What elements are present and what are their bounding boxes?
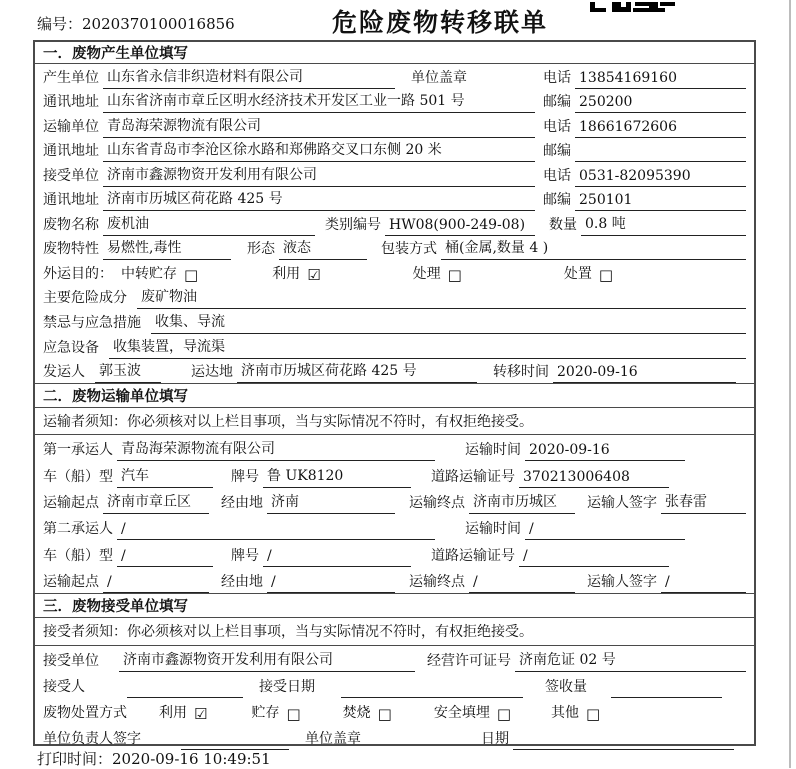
section3-header: 三．废物接受单位填写 xyxy=(35,593,754,618)
row-sender xyxy=(35,359,754,384)
road-cert2-value: / xyxy=(519,548,669,567)
waste-name-value: 废机油 xyxy=(103,213,315,236)
waste-property-label: 废物特性 xyxy=(43,241,99,258)
vehicle2-label: 车（船）型 xyxy=(43,547,113,564)
signed-qty-label: 签收量 xyxy=(545,678,587,695)
road-cert2-label: 道路运输证号 xyxy=(431,547,515,564)
checkbox-utilize-checked-icon: ☑ xyxy=(307,265,321,284)
page-title: 危险废物转移联单 xyxy=(331,8,548,37)
route1-end-label: 运输终点 xyxy=(409,495,465,511)
row-waste-name xyxy=(35,211,754,236)
main-hazard-value: 废矿物油 xyxy=(137,286,746,309)
checkbox-disposal-utilize-checked-icon: ☑ xyxy=(194,704,208,723)
receive-zip-value: 250101 xyxy=(575,192,746,211)
transport-tel-label: 电话 xyxy=(543,118,571,135)
disposal-opt-other: 其他 xyxy=(551,704,580,721)
row-emergency-equipment xyxy=(35,334,754,359)
row-receiver-unit xyxy=(35,646,754,672)
route1-sign-value: 张春雷 xyxy=(661,491,746,514)
checkbox-storage-icon: □ xyxy=(184,265,199,284)
license-value: 济南危证 02 号 xyxy=(515,649,746,672)
sign-date-label: 日期 xyxy=(481,730,509,747)
disposal-opt-store: 贮存 xyxy=(251,704,280,721)
purpose-opt-storage: 中转贮存 xyxy=(121,265,177,282)
doc-number-label: 编号： xyxy=(37,15,83,33)
carrier1-time-value: 2020-09-16 xyxy=(525,442,685,461)
route2-sign-value: / xyxy=(661,574,746,593)
vehicle1-value: 汽车 xyxy=(117,465,213,488)
waste-category-value: HW08(900-249-08) xyxy=(385,217,535,236)
waste-form-label: 形态 xyxy=(247,241,275,258)
section3-rows xyxy=(35,646,754,750)
disposal-opt-incinerate: 焚烧 xyxy=(342,704,371,721)
route1-via-label: 经由地 xyxy=(221,495,263,511)
route1-start-label: 运输起点 xyxy=(43,495,99,511)
produce-address-value: 山东省济南市章丘区明水经济技术开发区工业一路 501 号 xyxy=(103,90,535,113)
route2-sign-label: 运输人签字 xyxy=(587,573,657,590)
row-produce-unit xyxy=(35,64,754,89)
transfer-time-value: 2020-09-16 xyxy=(553,364,736,383)
manifest-form xyxy=(33,40,756,746)
row-receive-unit xyxy=(35,162,754,187)
row-route2 xyxy=(35,567,754,593)
route2-start-value: / xyxy=(103,574,209,593)
transport-unit-value: 青岛海荣源物流有限公司 xyxy=(103,115,535,138)
carrier1-label: 第一承运人 xyxy=(43,442,113,459)
row-receive-address xyxy=(35,187,754,212)
receiver-unit-value: 济南市鑫源物资开发利用有限公司 xyxy=(119,649,415,672)
route1-end-value: 济南市历城区 xyxy=(469,491,575,514)
disposal-opt-utilize: 利用 xyxy=(159,704,187,721)
route2-start-label: 运输起点 xyxy=(43,573,99,590)
checkbox-disposal-other-icon: □ xyxy=(586,704,601,723)
row-taboo-measures xyxy=(35,309,754,334)
receive-tel-value: 0531-82095390 xyxy=(575,168,746,187)
carrier2-label: 第二承运人 xyxy=(43,521,113,538)
checkbox-disposal-incinerate-icon: □ xyxy=(377,704,392,723)
unit-stamp2-label: 单位盖章 xyxy=(305,730,361,747)
section2-header: 二．废物运输单位填写 xyxy=(35,383,754,408)
transport-address-label: 通讯地址 xyxy=(43,143,99,160)
qr-code-fragment-icon xyxy=(590,0,675,16)
receive-unit-value: 济南市鑫源物资开发利用有限公司 xyxy=(103,164,535,187)
produce-zip-label: 邮编 xyxy=(543,94,571,111)
print-time xyxy=(37,748,271,769)
row-receiver-person xyxy=(35,672,754,698)
destination-label: 运达地 xyxy=(191,364,233,381)
checkbox-treat-icon: □ xyxy=(447,265,462,284)
receive-unit-label: 接受单位 xyxy=(43,167,99,184)
page-right-edge xyxy=(789,0,791,768)
purpose-opt-treat: 处理 xyxy=(412,265,441,282)
route1-sign-label: 运输人签字 xyxy=(587,495,657,511)
row-disposal-method xyxy=(35,698,754,724)
route2-via-label: 经由地 xyxy=(221,573,263,590)
receive-address-label: 通讯地址 xyxy=(43,192,99,209)
route1-start-value: 济南市章丘区 xyxy=(103,491,209,514)
transport-zip-label: 邮编 xyxy=(543,143,571,160)
section2-notice: 运输者须知：你必须核对以上栏目事项，当与实际情况不符时，有权拒绝接受。 xyxy=(35,408,754,435)
road-cert1-label: 道路运输证号 xyxy=(431,468,515,485)
waste-qty-label: 数量 xyxy=(549,216,577,233)
transport-unit-label: 运输单位 xyxy=(43,118,99,135)
print-time-label: 打印时间： xyxy=(37,750,113,768)
sender-label: 发运人 xyxy=(43,364,85,381)
transport-tel-value: 18661672606 xyxy=(575,119,746,138)
row-carrier2 xyxy=(35,514,754,540)
purpose-label: 外运目的： xyxy=(43,265,113,282)
disposal-method-label: 废物处置方式 xyxy=(43,704,127,721)
waste-property-value: 易燃性,毒性 xyxy=(103,237,231,260)
row-vehicle2 xyxy=(35,540,754,566)
produce-tel-label: 电话 xyxy=(543,69,571,86)
waste-form-value: 液态 xyxy=(279,237,367,260)
row-transport-address xyxy=(35,138,754,163)
row-transport-unit xyxy=(35,113,754,138)
section1-header: 一．废物产生单位填写 xyxy=(35,42,754,64)
vehicle2-value: / xyxy=(117,548,213,567)
route2-via-value: / xyxy=(267,574,395,593)
produce-unit-value: 山东省永信非织造材料有限公司 xyxy=(103,66,395,89)
route2-end-value: / xyxy=(469,574,575,593)
produce-address-label: 通讯地址 xyxy=(43,94,99,111)
transport-address-value: 山东省青岛市李沧区徐水路和郑佛路交叉口东侧 20 米 xyxy=(103,139,535,162)
checkbox-disposal-store-icon: □ xyxy=(286,704,301,723)
disposal-opt-landfill: 安全填埋 xyxy=(433,704,490,721)
produce-tel-value: 13854169160 xyxy=(575,70,746,89)
sign-date-value xyxy=(513,747,734,750)
receive-zip-label: 邮编 xyxy=(543,192,571,209)
license-label: 经营许可证号 xyxy=(427,652,511,669)
section3-notice: 接受者须知：你必须核对以上栏目事项，当与实际情况不符时，有权拒绝接受。 xyxy=(35,618,754,646)
carrier1-time-label: 运输时间 xyxy=(465,442,521,459)
carrier2-time-value: / xyxy=(525,521,685,540)
vehicle1-label: 车（船）型 xyxy=(43,468,113,485)
receive-address-value: 济南市历城区荷花路 425 号 xyxy=(103,188,535,211)
route1-via-value: 济南 xyxy=(267,491,395,514)
section2-rows xyxy=(35,435,754,593)
waste-qty-value: 0.8 吨 xyxy=(581,213,746,236)
waste-category-label: 类别编号 xyxy=(325,216,381,233)
purpose-opt-dispose: 处置 xyxy=(563,265,592,282)
row-carrier1 xyxy=(35,435,754,461)
row-vehicle1 xyxy=(35,461,754,487)
row-route1 xyxy=(35,488,754,514)
plate1-label: 牌号 xyxy=(231,468,259,485)
packing-label: 包装方式 xyxy=(381,241,437,258)
sender-value: 郭玉波 xyxy=(95,360,161,383)
receiver-person-label: 接受人 xyxy=(43,678,85,695)
plate2-label: 牌号 xyxy=(231,547,259,564)
doc-number-value: 2020370100016856 xyxy=(82,15,235,33)
unit-signature-label: 单位负责人签字 xyxy=(43,730,141,747)
main-hazard-label: 主要危险成分 xyxy=(43,290,127,307)
receive-date-label: 接受日期 xyxy=(259,678,315,695)
checkbox-disposal-landfill-icon: □ xyxy=(496,704,512,723)
row-waste-property xyxy=(35,236,754,261)
section1-rows xyxy=(35,64,754,383)
checkbox-dispose-icon: □ xyxy=(598,265,614,284)
taboo-measures-label: 禁忌与应急措施 xyxy=(43,315,141,332)
plate1-value: 鲁 UK8120 xyxy=(263,465,411,488)
plate2-value: / xyxy=(263,548,411,567)
produce-unit-label: 产生单位 xyxy=(43,69,99,86)
emergency-equipment-value: 收集装置，导流渠 xyxy=(109,336,746,359)
emergency-equipment-label: 应急设备 xyxy=(43,339,99,356)
row-unit-signature xyxy=(35,724,754,750)
carrier2-time-label: 运输时间 xyxy=(465,521,521,538)
row-transfer-purpose xyxy=(35,260,754,285)
receiver-unit-label: 接受单位 xyxy=(43,652,99,669)
row-produce-address xyxy=(35,89,754,114)
print-time-value: 2020-09-16 10:49:51 xyxy=(112,750,271,768)
taboo-measures-value: 收集、导流 xyxy=(151,311,746,334)
road-cert1-value: 370213006408 xyxy=(519,469,669,488)
destination-value: 济南市历城区荷花路 425 号 xyxy=(237,360,477,383)
carrier1-value: 青岛海荣源物流有限公司 xyxy=(117,438,435,461)
route2-end-label: 运输终点 xyxy=(409,573,465,590)
purpose-opt-utilize: 利用 xyxy=(272,265,301,282)
waste-name-label: 废物名称 xyxy=(43,216,99,233)
transfer-time-label: 转移时间 xyxy=(493,364,549,381)
row-main-hazard xyxy=(35,285,754,310)
packing-value: 桶(金属,数量 4 ) xyxy=(441,237,746,260)
receive-tel-label: 电话 xyxy=(543,167,571,184)
produce-zip-value: 250200 xyxy=(575,94,746,113)
carrier2-value: / xyxy=(117,521,435,540)
unit-stamp-label: 单位盖章 xyxy=(411,69,467,86)
